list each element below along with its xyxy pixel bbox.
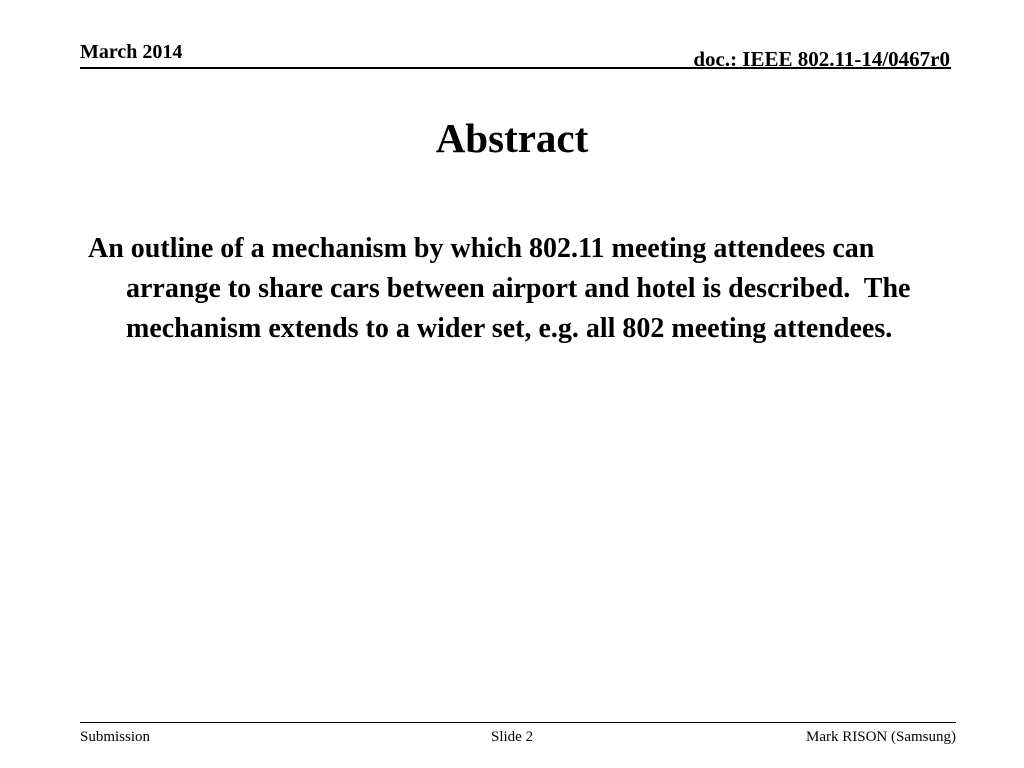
header-divider xyxy=(80,67,951,69)
footer-author: Mark RISON (Samsung) xyxy=(806,729,956,745)
footer-divider xyxy=(80,722,956,723)
footer-slide-number: Slide 2 xyxy=(491,729,534,745)
document-id: doc.: IEEE 802.11-14/0467r0 xyxy=(693,47,950,71)
footer-submission: Submission xyxy=(80,729,151,745)
slide-title: Abstract xyxy=(435,115,589,161)
header-date: March 2014 xyxy=(80,41,183,63)
abstract-text: An outline of a mechanism by which 802.11 meeting attendees can arrange to share cars between airport and hotel is described. The mechanism extends to a wider set, e.g. all 802 meeting attendees. xyxy=(88,233,918,344)
